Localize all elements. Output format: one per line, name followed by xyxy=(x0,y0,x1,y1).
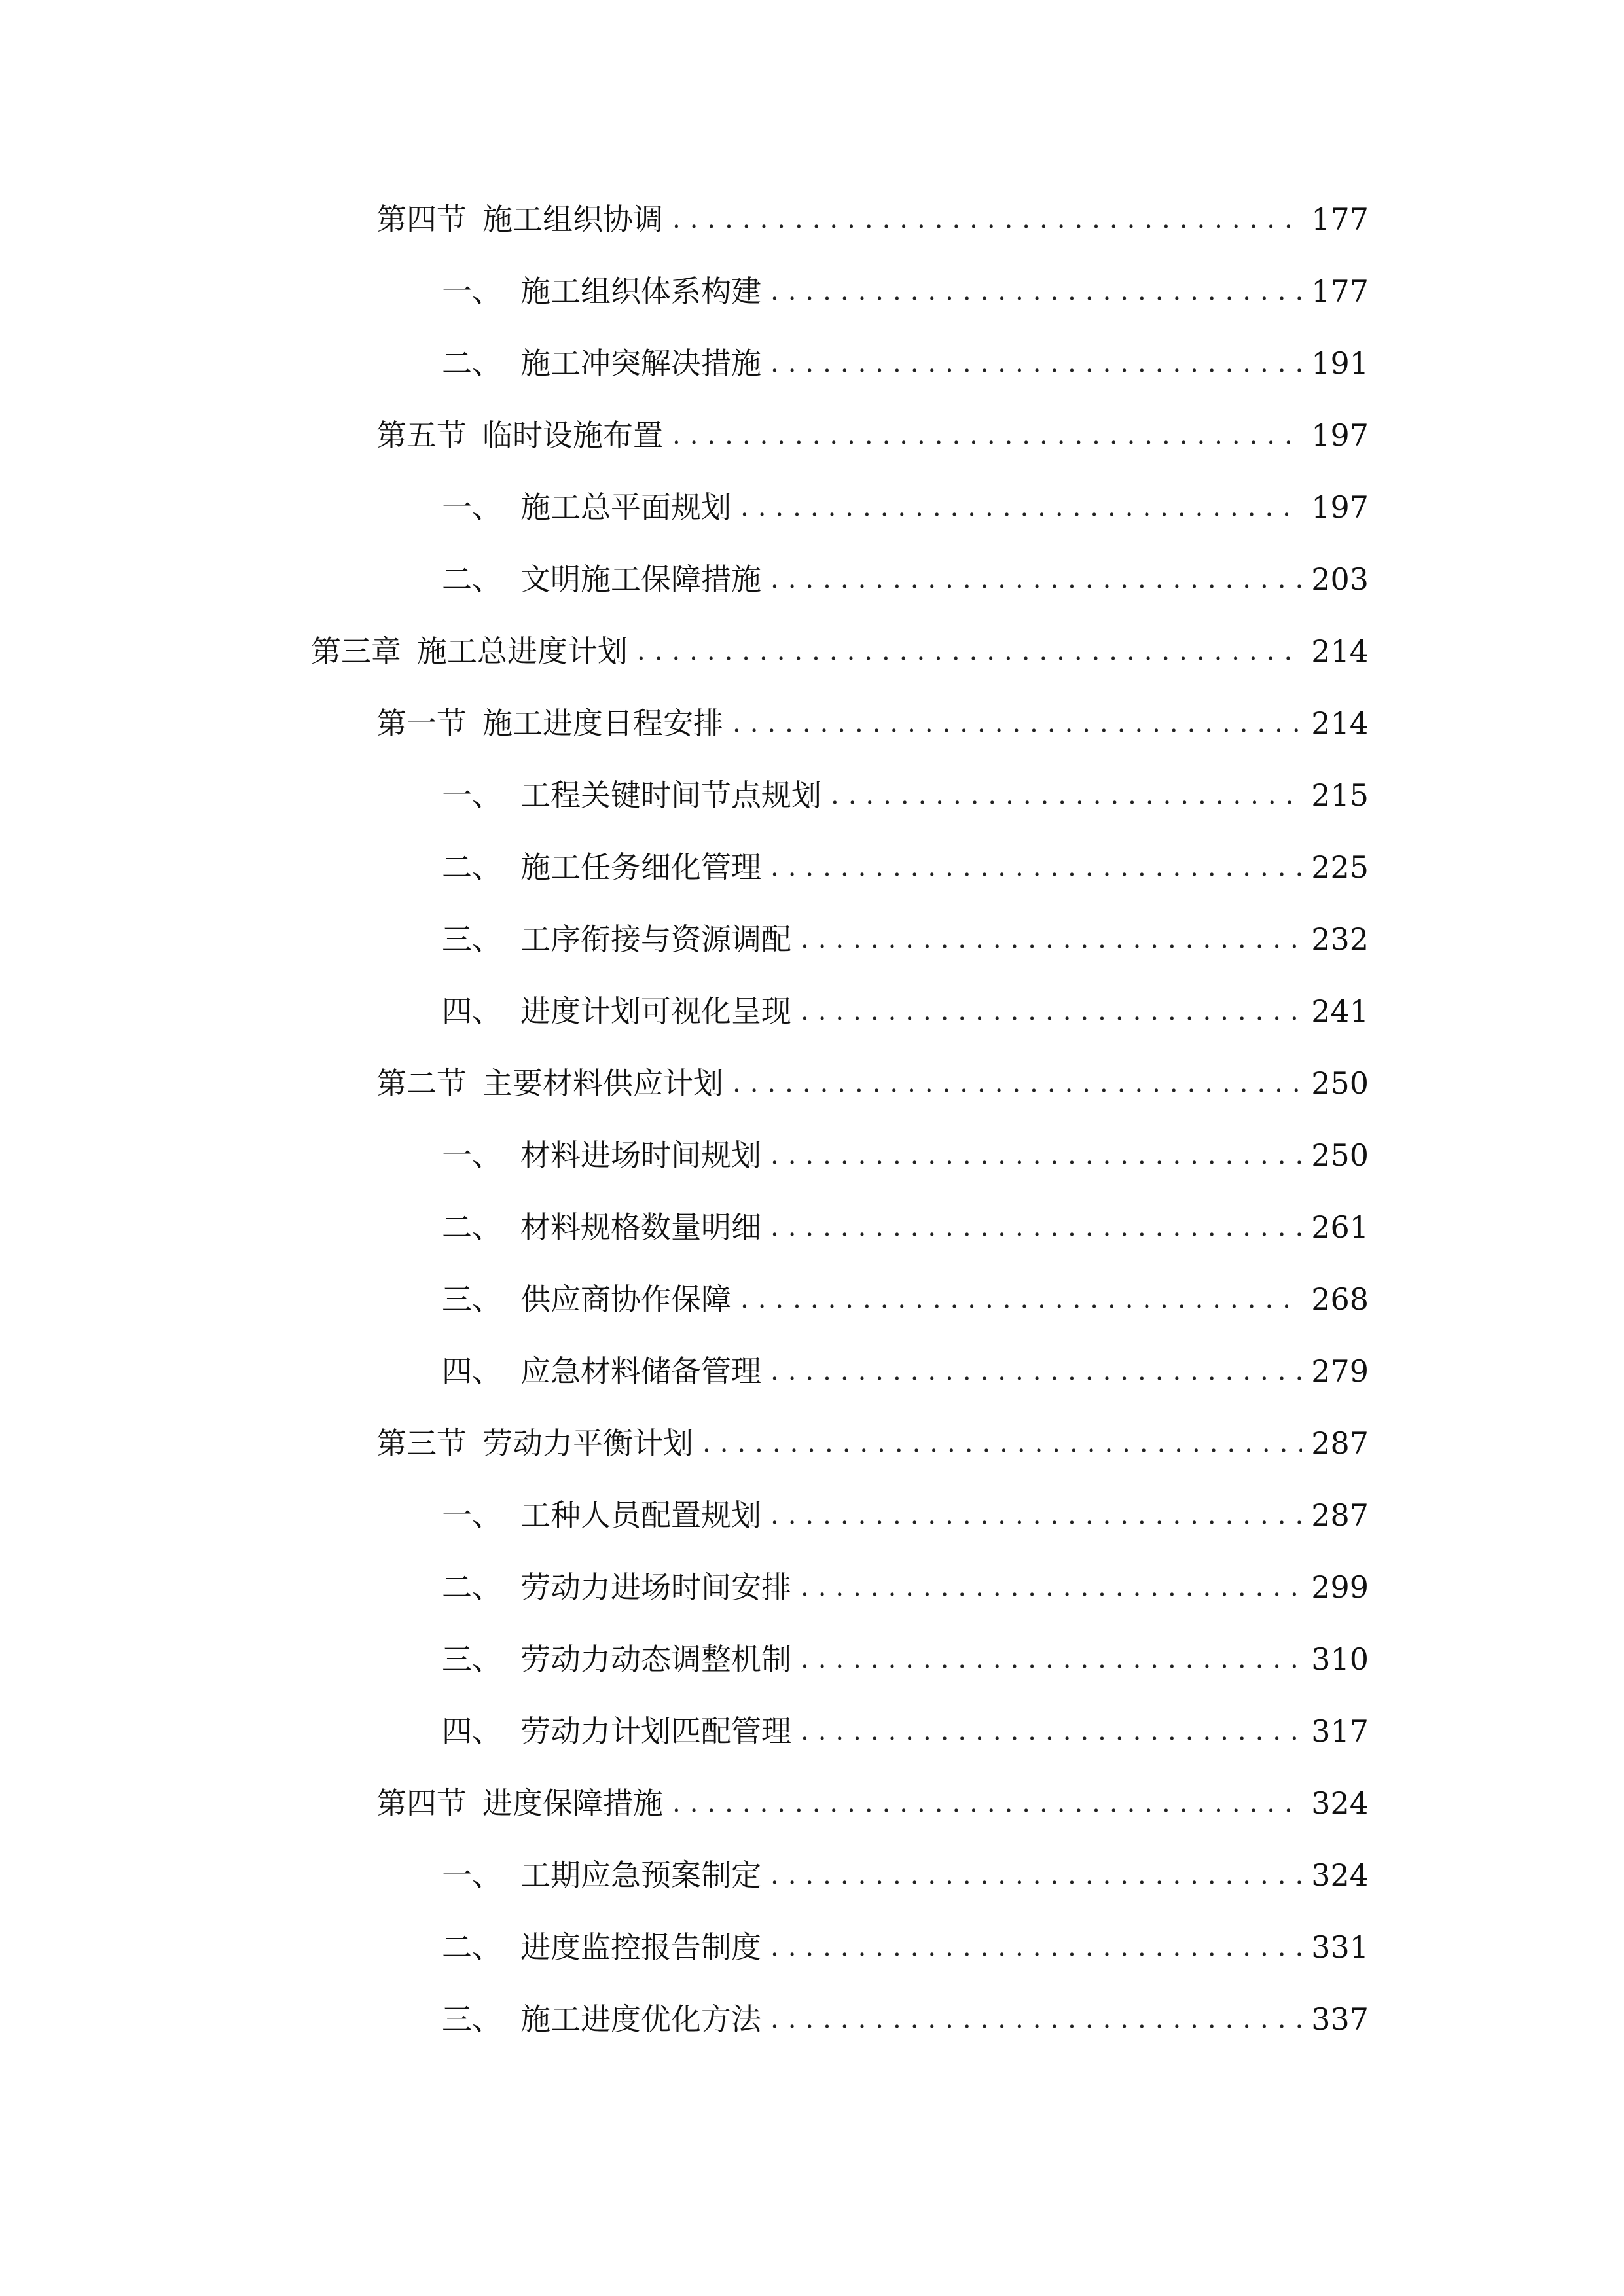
toc-entry-subsection[interactable] xyxy=(442,1993,1369,2045)
dot-leader xyxy=(672,1777,1302,1829)
toc-entry-subsection[interactable] xyxy=(442,1273,1369,1325)
entry-title: 工期应急预案制定 xyxy=(520,1857,761,1893)
entry-title: 进度保障措施 xyxy=(482,1785,663,1821)
entry-number: 二、 xyxy=(442,346,502,381)
entry-title: 施工任务细化管理 xyxy=(520,850,761,885)
entry-title: 主要材料供应计划 xyxy=(482,1066,723,1101)
dot-leader xyxy=(770,337,1302,389)
entry-title: 供应商协作保障 xyxy=(520,1282,731,1317)
entry-number: 一、 xyxy=(442,274,502,309)
dot-leader xyxy=(801,985,1302,1037)
page-number: 241 xyxy=(1311,994,1369,1029)
entry-number: 三、 xyxy=(442,1641,502,1677)
page-number: 331 xyxy=(1311,1929,1369,1965)
entry-title: 劳动力平衡计划 xyxy=(482,1426,693,1461)
page-number: 310 xyxy=(1311,1641,1369,1677)
entry-number: 三、 xyxy=(442,1282,502,1317)
page-number: 197 xyxy=(1311,490,1369,525)
toc-entry-subsection[interactable] xyxy=(442,913,1369,965)
toc-entry-section[interactable] xyxy=(376,1417,1369,1469)
dot-leader xyxy=(801,913,1302,965)
dot-leader xyxy=(672,409,1302,461)
entry-number: 四、 xyxy=(442,1354,502,1389)
entry-title: 文明施工保障措施 xyxy=(520,562,761,597)
entry-number: 二、 xyxy=(442,850,502,885)
page-number: 191 xyxy=(1311,346,1369,381)
page-number: 250 xyxy=(1311,1138,1369,1173)
page-number: 214 xyxy=(1311,706,1369,741)
page-number: 287 xyxy=(1311,1498,1369,1533)
toc-entry-section[interactable] xyxy=(376,193,1369,245)
entry-number: 一、 xyxy=(442,1857,502,1893)
entry-number: 第三章 xyxy=(311,634,401,669)
entry-title: 进度计划可视化呈现 xyxy=(520,994,791,1029)
page-number: 203 xyxy=(1311,562,1369,597)
page-number: 324 xyxy=(1311,1785,1369,1821)
entry-title: 进度监控报告制度 xyxy=(520,1929,761,1965)
entry-number: 二、 xyxy=(442,1929,502,1965)
page-number: 299 xyxy=(1311,1570,1369,1605)
toc-entry-subsection[interactable] xyxy=(442,1489,1369,1541)
page-number: 177 xyxy=(1311,274,1369,309)
toc-entry-subsection[interactable] xyxy=(442,1201,1369,1253)
entry-number: 第四节 xyxy=(376,1785,467,1821)
toc-entry-section[interactable] xyxy=(376,1057,1369,1109)
dot-leader xyxy=(732,1057,1302,1109)
toc-entry-section[interactable] xyxy=(376,1777,1369,1829)
toc-entry-subsection[interactable] xyxy=(442,1849,1369,1901)
page-number: 337 xyxy=(1311,2001,1369,2037)
toc-entry-subsection[interactable] xyxy=(442,481,1369,533)
dot-leader xyxy=(770,1201,1302,1253)
page-number: 225 xyxy=(1311,850,1369,885)
dot-leader xyxy=(770,1129,1302,1181)
toc-entry-section[interactable] xyxy=(376,697,1369,749)
page-number: 197 xyxy=(1311,418,1369,453)
toc-entry-subsection[interactable] xyxy=(442,1705,1369,1757)
entry-title: 劳动力进场时间安排 xyxy=(520,1570,791,1605)
page-number: 317 xyxy=(1311,1713,1369,1749)
dot-leader xyxy=(770,265,1302,317)
dot-leader xyxy=(831,769,1302,821)
entry-number: 三、 xyxy=(442,2001,502,2037)
entry-title: 施工组织协调 xyxy=(482,202,663,237)
dot-leader xyxy=(770,553,1302,605)
entry-title: 施工总平面规划 xyxy=(520,490,731,525)
toc-entry-subsection[interactable] xyxy=(442,1633,1369,1685)
entry-number: 三、 xyxy=(442,922,502,957)
toc-entry-subsection[interactable] xyxy=(442,337,1369,389)
page-number: 324 xyxy=(1311,1857,1369,1893)
page-number: 279 xyxy=(1311,1354,1369,1389)
dot-leader xyxy=(801,1705,1302,1757)
entry-number: 四、 xyxy=(442,1713,502,1749)
page-number: 177 xyxy=(1311,202,1369,237)
entry-number: 第一节 xyxy=(376,706,467,741)
entry-title: 工序衔接与资源调配 xyxy=(520,922,791,957)
dot-leader xyxy=(770,1993,1302,2045)
entry-number: 一、 xyxy=(442,778,502,813)
toc-entry-subsection[interactable] xyxy=(442,265,1369,317)
page-number: 250 xyxy=(1311,1066,1369,1101)
toc-entry-subsection[interactable] xyxy=(442,985,1369,1037)
entry-title: 工种人员配置规划 xyxy=(520,1498,761,1533)
entry-title: 工程关键时间节点规划 xyxy=(520,778,821,813)
dot-leader xyxy=(770,1921,1302,1973)
toc-entry-subsection[interactable] xyxy=(442,841,1369,893)
dot-leader xyxy=(740,481,1302,533)
entry-number: 二、 xyxy=(442,1210,502,1245)
entry-title: 劳动力动态调整机制 xyxy=(520,1641,791,1677)
page-number: 214 xyxy=(1311,634,1369,669)
dot-leader xyxy=(770,1489,1302,1541)
page-number: 215 xyxy=(1311,778,1369,813)
entry-number: 第四节 xyxy=(376,202,467,237)
entry-number: 一、 xyxy=(442,1138,502,1173)
page-number: 261 xyxy=(1311,1210,1369,1245)
entry-number: 一、 xyxy=(442,1498,502,1533)
entry-title: 施工进度优化方法 xyxy=(520,2001,761,2037)
dot-leader xyxy=(801,1561,1302,1613)
dot-leader xyxy=(770,841,1302,893)
toc-entry-subsection[interactable] xyxy=(442,553,1369,605)
dot-leader xyxy=(637,625,1302,677)
page-number: 232 xyxy=(1311,922,1369,957)
dot-leader xyxy=(770,1849,1302,1901)
toc-entry-chapter[interactable] xyxy=(311,625,1369,677)
entry-number: 一、 xyxy=(442,490,502,525)
entry-title: 施工组织体系构建 xyxy=(520,274,761,309)
dot-leader xyxy=(801,1633,1302,1685)
entry-title: 材料规格数量明细 xyxy=(520,1210,761,1245)
toc-entry-subsection[interactable] xyxy=(442,1561,1369,1613)
entry-title: 劳动力计划匹配管理 xyxy=(520,1713,791,1749)
dot-leader xyxy=(770,1345,1302,1397)
toc-entry-section[interactable] xyxy=(376,409,1369,461)
entry-title: 材料进场时间规划 xyxy=(520,1138,761,1173)
toc-entry-subsection[interactable] xyxy=(442,1345,1369,1397)
dot-leader xyxy=(732,697,1302,749)
entry-title: 施工总进度计划 xyxy=(417,634,628,669)
dot-leader xyxy=(740,1273,1302,1325)
toc-entry-subsection[interactable] xyxy=(442,769,1369,821)
entry-title: 施工冲突解决措施 xyxy=(520,346,761,381)
entry-title: 应急材料储备管理 xyxy=(520,1354,761,1389)
entry-number: 第二节 xyxy=(376,1066,467,1101)
dot-leader xyxy=(672,193,1302,245)
toc-entry-subsection[interactable] xyxy=(442,1129,1369,1181)
entry-number: 第三节 xyxy=(376,1426,467,1461)
entry-number: 二、 xyxy=(442,1570,502,1605)
dot-leader xyxy=(702,1417,1302,1469)
entry-title: 临时设施布置 xyxy=(482,418,663,453)
entry-title: 施工进度日程安排 xyxy=(482,706,723,741)
entry-number: 第五节 xyxy=(376,418,467,453)
entry-number: 四、 xyxy=(442,994,502,1029)
page-number: 268 xyxy=(1311,1282,1369,1317)
toc-entry-subsection[interactable] xyxy=(442,1921,1369,1973)
page-number: 287 xyxy=(1311,1426,1369,1461)
entry-number: 二、 xyxy=(442,562,502,597)
